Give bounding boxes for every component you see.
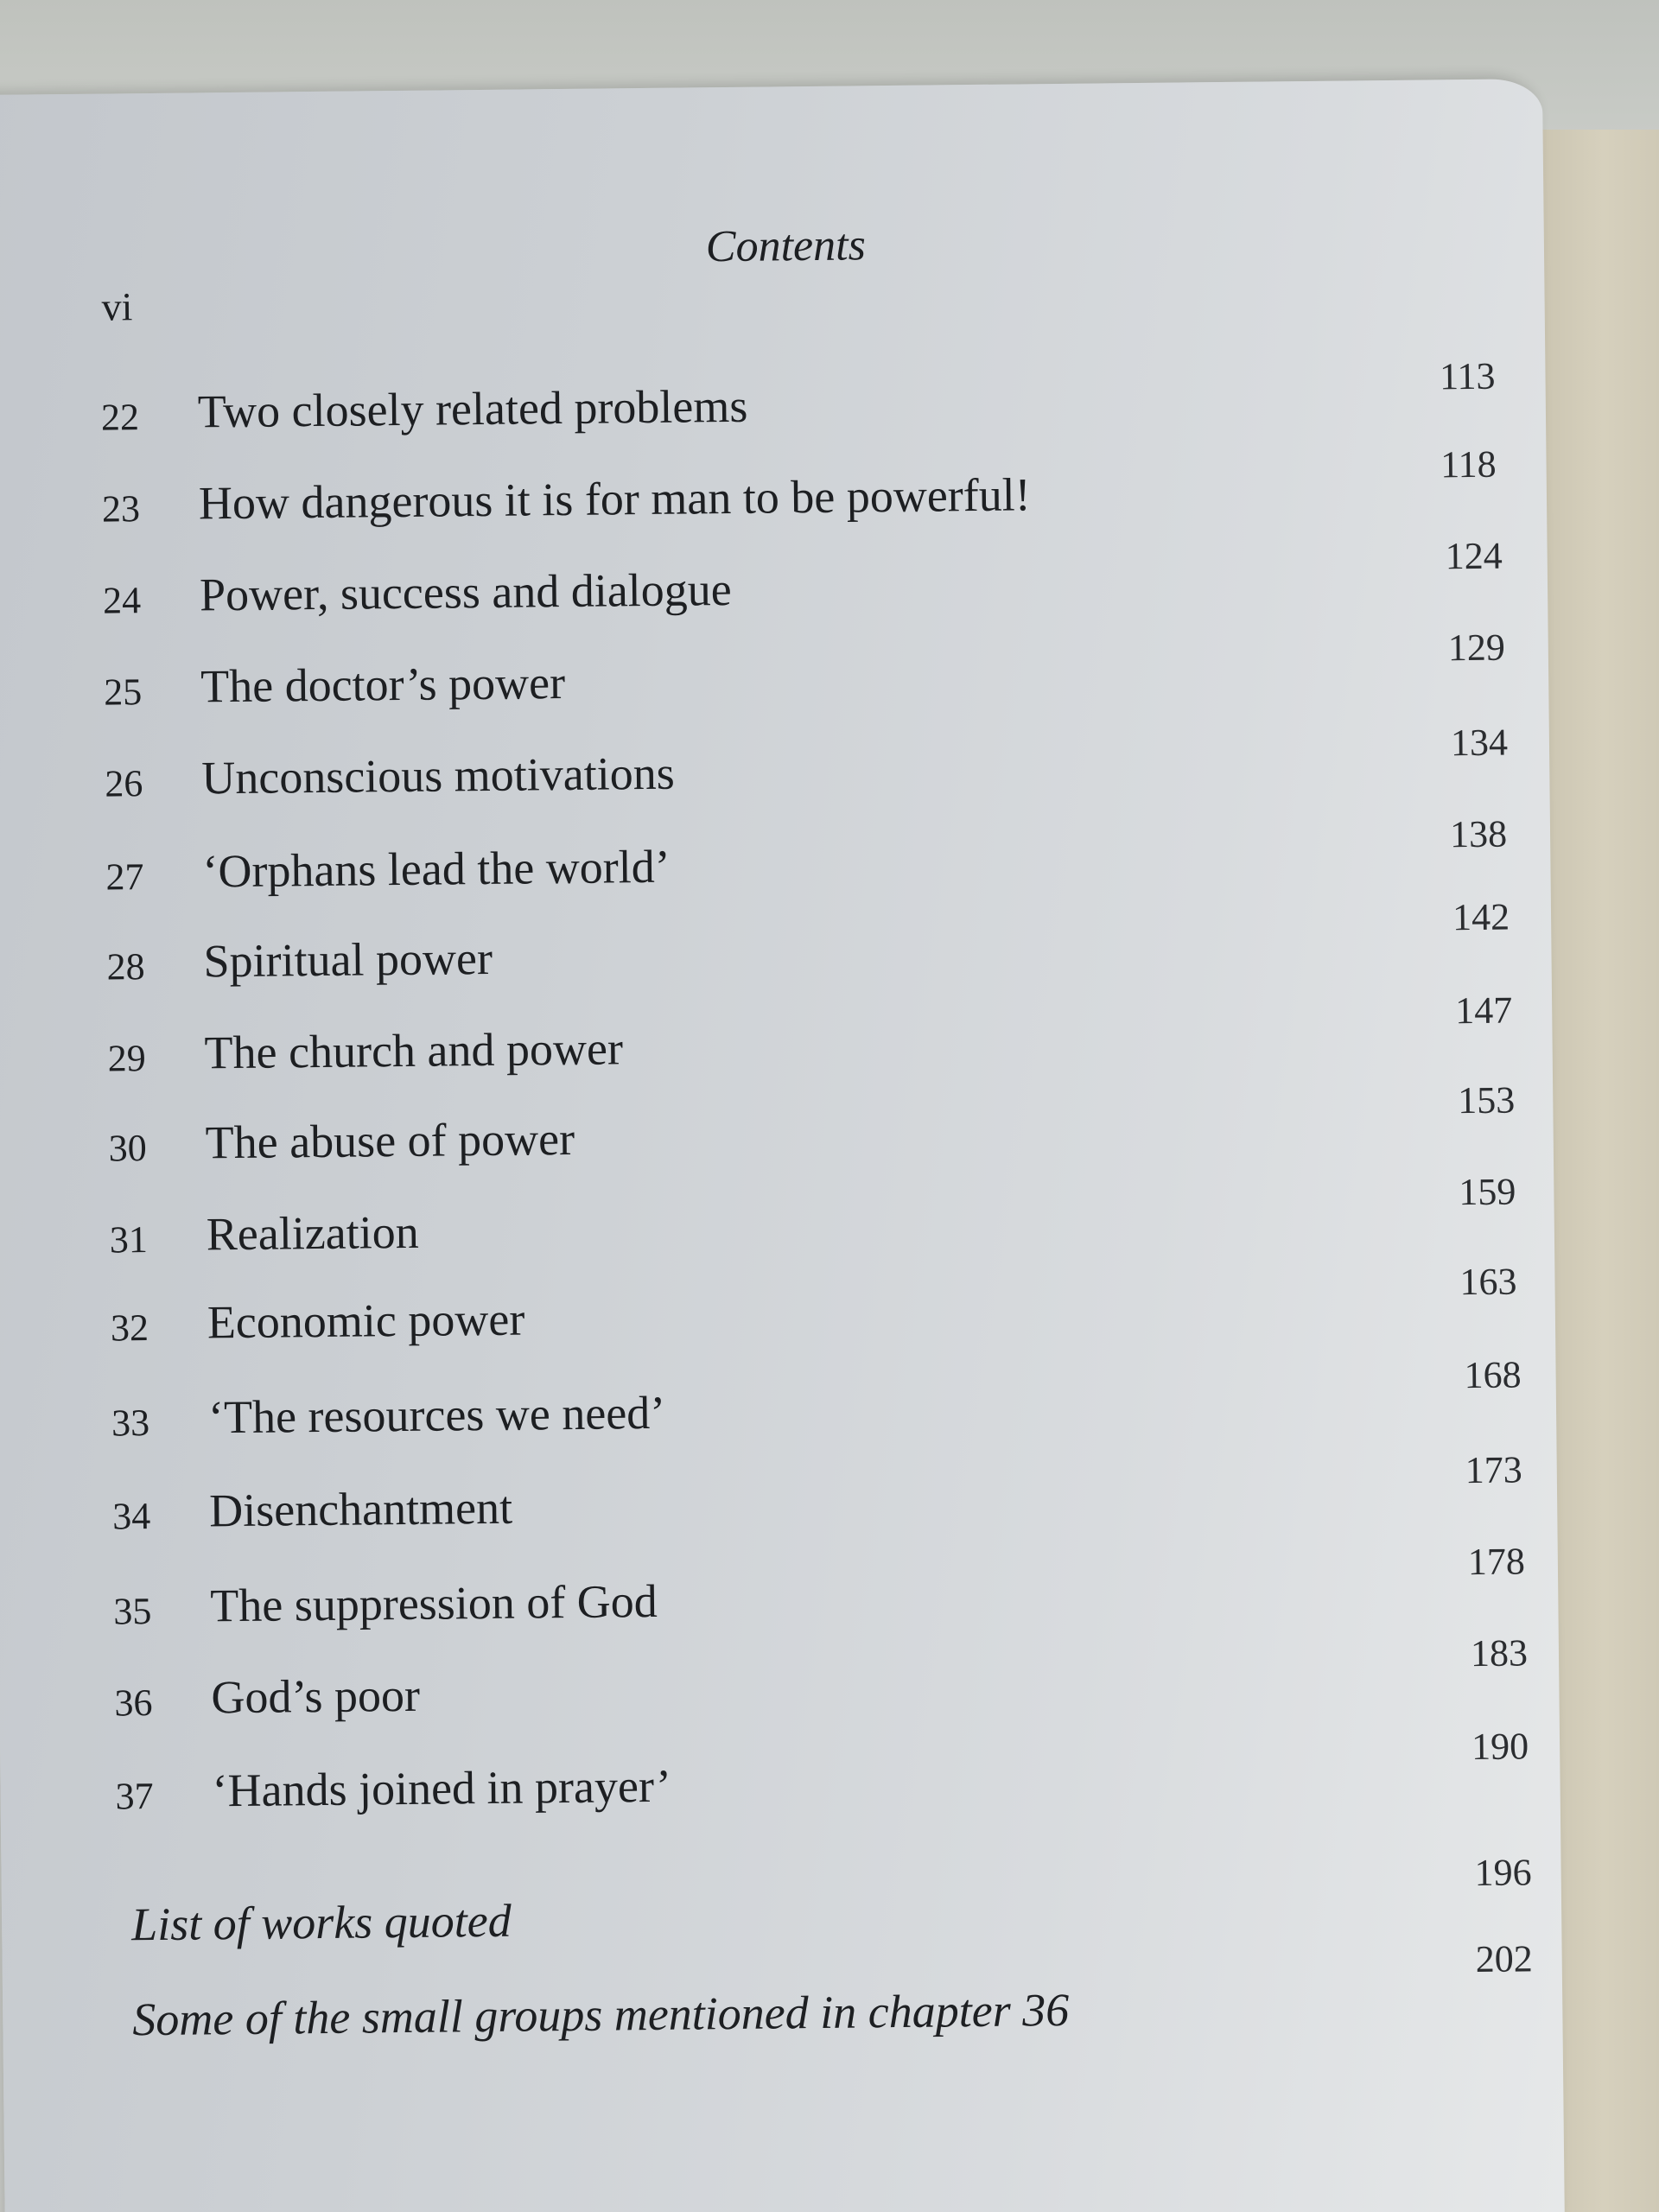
chapter-number: 29: [107, 1037, 146, 1080]
chapter-number: 28: [106, 945, 145, 988]
chapter-title: Economic power: [207, 1293, 525, 1349]
toc-entry: [0, 988, 1553, 1082]
chapter-number: 33: [111, 1402, 150, 1445]
chapter-number: 31: [109, 1218, 149, 1262]
page-number: 118: [1440, 442, 1497, 486]
chapter-title: The church and power: [204, 1022, 624, 1079]
chapter-title: The suppression of God: [210, 1574, 658, 1632]
chapter-number: 34: [111, 1495, 151, 1538]
page-number: 178: [1467, 1540, 1526, 1584]
book-page: [0, 79, 1565, 2212]
running-header: Contents: [705, 220, 867, 272]
chapter-title: Realization: [206, 1205, 420, 1261]
toc-entry: [0, 1631, 1560, 1726]
chapter-title: ‘The resources we need’: [207, 1386, 666, 1444]
page-number: 190: [1471, 1725, 1529, 1769]
chapter-title: God’s poor: [211, 1669, 421, 1724]
chapter-number: 27: [105, 855, 144, 899]
page-number: 196: [1474, 1851, 1532, 1895]
chapter-number: 22: [100, 396, 140, 439]
chapter-title: The doctor’s power: [200, 656, 566, 713]
chapter-title: ‘Hands joined in prayer’: [212, 1759, 672, 1817]
toc-entry: [0, 355, 1546, 441]
toc-entry: [0, 1448, 1557, 1540]
chapter-title: How dangerous it is for man to be powerful!: [198, 468, 1032, 530]
back-matter-title: List of works quoted: [130, 1894, 512, 1951]
chapter-number: 36: [114, 1681, 153, 1725]
chapter-number: 25: [103, 671, 143, 714]
page-number: 153: [1458, 1078, 1516, 1122]
toc-entry: [0, 812, 1551, 900]
chapter-number: 37: [115, 1775, 154, 1818]
page-number: 134: [1450, 721, 1509, 765]
toc-entry: [0, 534, 1548, 624]
chapter-title: Two closely related problems: [197, 379, 748, 438]
page-number: 163: [1459, 1260, 1517, 1304]
toc-entry: [3, 1937, 1563, 2048]
toc-entry: [0, 1078, 1554, 1172]
page-folio: vi: [101, 284, 133, 329]
page-number: 124: [1445, 534, 1503, 578]
toc-entry: [2, 1851, 1562, 1953]
page-number: 173: [1465, 1448, 1523, 1492]
toc-entry: [0, 1353, 1556, 1446]
page-number: 168: [1464, 1353, 1522, 1397]
toc-entry: [0, 1170, 1554, 1263]
toc-entry: [0, 442, 1547, 532]
page-number: 147: [1454, 988, 1513, 1033]
back-matter-title: Some of the small groups mentioned in chapter 36: [132, 1983, 1070, 2046]
page-number: 202: [1475, 1937, 1533, 1981]
chapter-title: Power, success and dialogue: [199, 563, 733, 621]
chapter-title: Unconscious motivations: [200, 747, 676, 804]
chapter-title: Disenchantment: [208, 1481, 513, 1537]
page-number: 138: [1449, 812, 1508, 856]
chapter-title: Spiritual power: [203, 931, 493, 988]
toc-entry: [0, 895, 1552, 990]
page-number: 129: [1447, 626, 1506, 670]
page-number: 142: [1452, 895, 1510, 939]
toc-entry: [0, 1725, 1560, 1820]
chapter-title: ‘Orphans lead the world’: [202, 840, 671, 898]
page-number: 113: [1439, 354, 1496, 398]
toc-entry: [0, 1540, 1559, 1635]
toc-entry: [0, 1260, 1555, 1351]
chapter-number: 30: [108, 1127, 148, 1170]
chapter-number: 26: [105, 762, 143, 805]
page-number: 159: [1459, 1170, 1516, 1214]
chapter-number: 35: [113, 1590, 152, 1633]
chapter-title: The abuse of power: [205, 1112, 575, 1169]
chapter-number: 24: [102, 579, 142, 622]
toc-entry: [0, 721, 1550, 807]
page-number: 183: [1470, 1631, 1529, 1675]
chapter-number: 32: [110, 1306, 149, 1350]
toc-entry: [0, 626, 1548, 715]
chapter-number: 23: [101, 487, 141, 531]
